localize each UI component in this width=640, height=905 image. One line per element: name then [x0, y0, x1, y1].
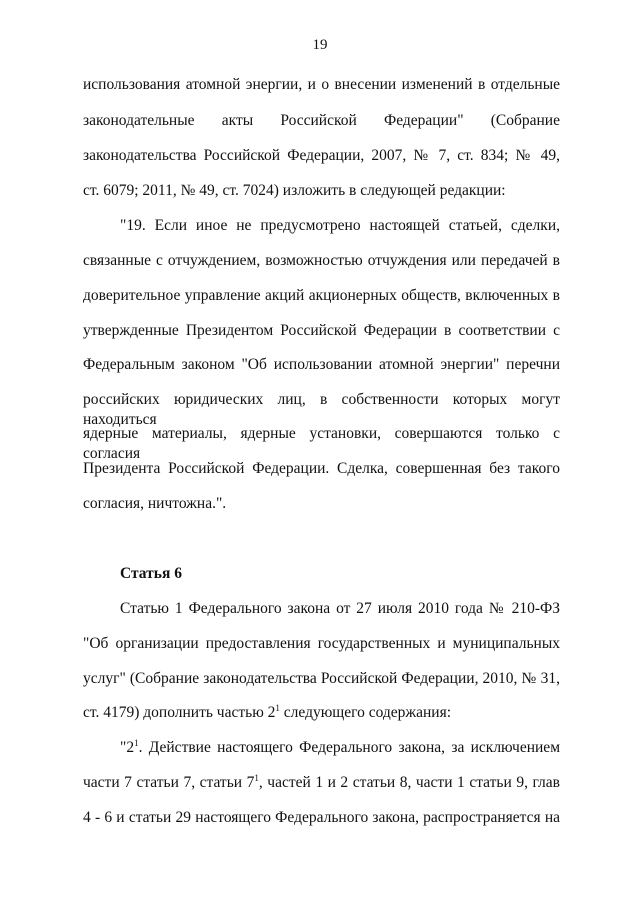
text-line: связанные с отчуждением, возможностью отчуждения или передачей в [83, 252, 560, 269]
text-line [120, 738, 560, 758]
text-line: услуг" (Собрание законодательства Российской Федерации, 2010, № 31, [83, 670, 560, 687]
text-fragment: следующего содержания: [279, 704, 452, 721]
text-fragment: . Действие настоящего Федерального закона, за исключением [138, 739, 560, 756]
text-line: 4 - 6 и статьи 29 настоящего Федерального закона, распространяется на [83, 809, 560, 826]
text-fragment: ст. 4179) дополнить частью 2 [83, 704, 276, 721]
text-line: законодательные акты Российской Федерации" (Собрание [83, 112, 560, 129]
text-fragment: части 7 статьи 7, статьи 7 [83, 774, 255, 791]
text-line: согласия, ничтожна.". [83, 495, 227, 512]
superscript: 1 [254, 773, 259, 783]
text-line: Статью 1 Федерального закона от 27 июля 2010 года № 210-ФЗ [120, 600, 560, 617]
page-number: 19 [312, 37, 328, 53]
text-line [83, 703, 560, 723]
text-fragment: , частей 1 и 2 статьи 8, части 1 статьи 9, глав [258, 774, 560, 791]
text-fragment: "2 [120, 739, 135, 756]
text-line: "19. Если иное не предусмотрено настоящей статьей, сделки, [120, 217, 560, 234]
text-line [83, 773, 560, 793]
text-line: доверительное управление акций акционерных обществ, включенных в [83, 287, 560, 304]
text-line: ядерные материалы, ядерные установки, совершаются только с согласия [83, 425, 560, 462]
text-line: ст. 6079; 2011, № 49, ст. 7024) изложить в следующей редакции: [83, 182, 506, 199]
text-line: "Об организации предоставления государственных и муниципальных [83, 635, 560, 652]
superscript: 1 [134, 738, 139, 748]
text-line: Президента Российской Федерации. Сделка, совершенная без такого [83, 460, 560, 477]
text-line: утвержденные Президентом Российской Федерации в соответствии с [83, 322, 560, 339]
article-heading: Статья 6 [120, 565, 182, 582]
text-line: законодательства Российской Федерации, 2007, № 7, ст. 834; № 49, [83, 147, 560, 164]
text-line: российских юридических лиц, в собственности которых могут находиться [83, 391, 560, 428]
text-line: Федеральным законом "Об использовании атомной энергии" перечни [83, 356, 560, 373]
superscript: 1 [275, 703, 280, 713]
text-line: использования атомной энергии, и о внесении изменений в отдельные [83, 76, 560, 93]
